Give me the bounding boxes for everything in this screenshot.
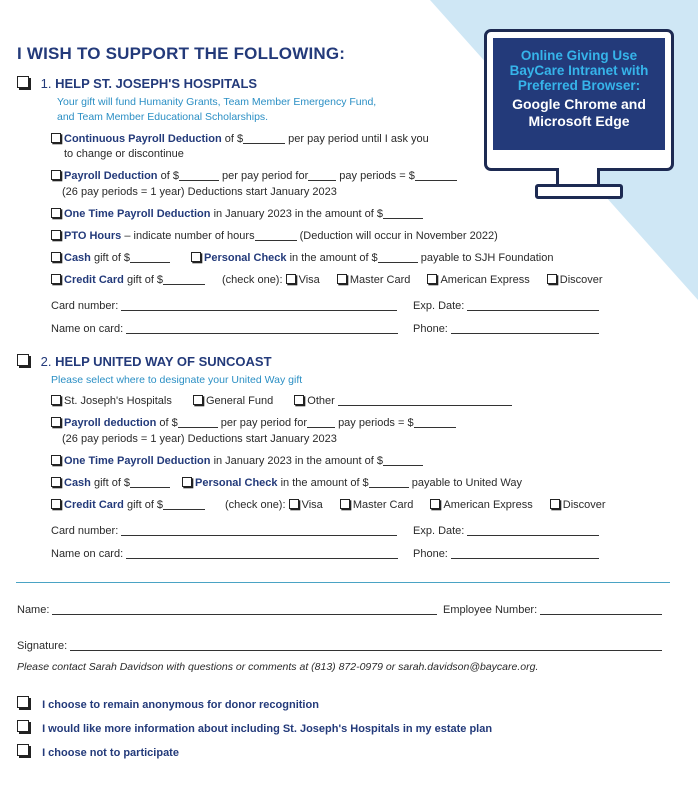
s2-cc-label: Credit Card (64, 499, 124, 511)
s2-cash-checkbox[interactable] (51, 477, 61, 487)
section-1-title: HELP ST. JOSEPH'S HOSPITALS (55, 76, 258, 91)
not-participate-label: I choose not to participate (42, 747, 179, 759)
signature-label: Signature: (17, 640, 68, 652)
s1-cash-label: Cash (64, 252, 91, 264)
signature-row (17, 640, 662, 652)
s1-cpd-amount-field[interactable] (243, 133, 285, 144)
s2-card-number-field[interactable] (121, 525, 397, 536)
name-field[interactable] (52, 604, 437, 615)
s1-check-checkbox[interactable] (191, 252, 201, 262)
s1-payroll-row (51, 170, 457, 182)
s2-phone-field[interactable] (451, 548, 599, 559)
s2-pd-text: of $ (159, 417, 178, 429)
s2-cash-text: gift of $ (93, 477, 131, 489)
s2-otp-text: in January 2023 in the amount of $ (213, 455, 383, 467)
s2-card-number-label: Card number: (51, 525, 119, 537)
s2-designation-row (51, 395, 512, 407)
s1-visa-checkbox[interactable] (286, 274, 296, 284)
s1-cash-amount-field[interactable] (130, 252, 170, 263)
section-1-desc-1: Your gift will fund Humanity Grants, Team Member Emergency Fund, (57, 96, 377, 108)
monitor-line-2: BayCare Intranet with (509, 63, 649, 78)
s1-cpd-label: Continuous Payroll Deduction (64, 133, 222, 145)
monitor-line-5: Microsoft Edge (528, 113, 630, 129)
s1-cash-checkbox[interactable] (51, 252, 61, 262)
s2-mastercard-label: Master Card (352, 499, 414, 511)
anonymous-checkbox[interactable] (17, 696, 29, 708)
estate-info-checkbox[interactable] (17, 720, 29, 732)
s1-name-on-card-field[interactable] (126, 323, 398, 334)
s1-otp-label: One Time Payroll Deduction (64, 208, 211, 220)
s1-pd-text: of $ (160, 170, 179, 182)
s1-pto-label: PTO Hours (64, 230, 122, 242)
monitor-graphic (484, 29, 674, 171)
s2-discover-label: Discover (562, 499, 606, 511)
s2-one-time-checkbox[interactable] (51, 455, 61, 465)
s2-cash-label: Cash (64, 477, 91, 489)
s1-pto-row (51, 230, 498, 242)
s1-check-text2: payable to SJH Foundation (420, 252, 554, 264)
s2-check-row (182, 477, 522, 489)
s1-otp-amount-field[interactable] (383, 208, 423, 219)
s2-general-fund-checkbox[interactable] (193, 395, 203, 405)
s2-card-number-row (51, 525, 397, 537)
s2-payroll-checkbox[interactable] (51, 417, 61, 427)
s1-cpd-text: of $ (224, 133, 244, 145)
s2-pd-total-field[interactable] (414, 417, 456, 428)
anonymous-label: I choose to remain anonymous for donor recognition (42, 699, 319, 711)
s2-other-field[interactable] (338, 395, 512, 406)
s2-credit-checkbox[interactable] (51, 499, 61, 509)
monitor-screen (493, 38, 665, 150)
not-participate-option (17, 744, 179, 759)
s2-check-label: Personal Check (195, 477, 278, 489)
anonymous-option (17, 696, 319, 711)
s1-card-number-label: Card number: (51, 300, 119, 312)
s2-general-fund-label: General Fund (205, 395, 274, 407)
s1-one-time-row (51, 208, 423, 220)
s2-name-on-card-row (51, 548, 398, 560)
s2-otp-label: One Time Payroll Deduction (64, 455, 211, 467)
section-2-number: 2. (40, 354, 52, 369)
estate-info-option (17, 720, 492, 735)
estate-info-label: I would like more information about including St. Joseph's Hospitals in my estate plan (42, 723, 493, 735)
s1-mastercard-label: Master Card (349, 274, 411, 286)
s1-cash-text: gift of $ (93, 252, 131, 264)
s1-cc-text: gift of $ (126, 274, 164, 286)
s2-cash-amount-field[interactable] (130, 477, 170, 488)
s2-one-time-row (51, 455, 423, 467)
s1-pto-text: – indicate number of hours (124, 230, 255, 242)
s2-pd-label: Payroll deduction (64, 417, 157, 429)
s1-phone-field[interactable] (451, 323, 599, 334)
s1-pd-amount-field[interactable] (179, 170, 219, 181)
s1-pto-checkbox[interactable] (51, 230, 61, 240)
s1-continuous-payroll-row (51, 133, 429, 145)
not-participate-checkbox[interactable] (17, 744, 29, 756)
s2-pd-text3: pay periods = $ (338, 417, 414, 429)
s2-exp-row (413, 525, 599, 537)
s1-discover-label: Discover (559, 274, 603, 286)
s2-phone-label: Phone: (413, 548, 448, 560)
s2-otp-amount-field[interactable] (383, 455, 423, 466)
contact-note: Please contact Sarah Davidson with questions or comments at (813) 872-0979 or sarah.davidson@baycare.org. (17, 661, 539, 673)
s1-exp-row (413, 300, 599, 312)
form-title: I WISH TO SUPPORT THE FOLLOWING: (17, 44, 346, 63)
s2-pd-amount-field[interactable] (178, 417, 218, 428)
section-1-number: 1. (40, 76, 52, 91)
s1-mastercard-checkbox[interactable] (337, 274, 347, 284)
s1-cash-row (51, 252, 170, 264)
s1-amex-checkbox[interactable] (427, 274, 437, 284)
s2-phone-row (413, 548, 599, 560)
s2-pd-periods-field[interactable] (307, 417, 335, 428)
name-label: Name: (17, 604, 50, 616)
s2-amex-label: American Express (443, 499, 533, 511)
s2-sjh-label: St. Joseph's Hospitals (64, 395, 172, 407)
section-divider (16, 582, 670, 583)
s2-pd-note: (26 pay periods = 1 year) Deductions start January 2023 (62, 433, 337, 445)
s2-visa-checkbox[interactable] (289, 499, 299, 509)
s2-check-text: in the amount of $ (280, 477, 369, 489)
section-2-desc: Please select where to designate your United Way gift (51, 374, 303, 386)
s1-otp-text: in January 2023 in the amount of $ (213, 208, 383, 220)
s2-check-text2: payable to United Way (411, 477, 522, 489)
s2-card-type-row (225, 499, 606, 511)
s2-name-on-card-label: Name on card: (51, 548, 124, 560)
s1-continuous-payroll-checkbox[interactable] (51, 133, 61, 143)
section-1-checkbox[interactable] (17, 76, 29, 88)
s1-payroll-checkbox[interactable] (51, 170, 61, 180)
s1-pd-text3: pay periods = $ (339, 170, 415, 182)
name-row (17, 604, 437, 616)
s2-other-checkbox[interactable] (294, 395, 304, 405)
s1-cc-label: Credit Card (64, 274, 124, 286)
employee-number-field[interactable] (540, 604, 662, 615)
monitor-line-1: Online Giving Use (520, 48, 638, 63)
s2-exp-field[interactable] (467, 525, 599, 536)
monitor-base (535, 184, 623, 199)
s1-one-time-checkbox[interactable] (51, 208, 61, 218)
employee-number-label: Employee Number: (443, 604, 538, 616)
s1-exp-field[interactable] (467, 300, 599, 311)
s1-amex-label: American Express (440, 274, 530, 286)
s1-discover-checkbox[interactable] (547, 274, 557, 284)
s1-phone-row (413, 323, 599, 335)
s1-cc-checkone: (check one): (222, 274, 283, 286)
s2-credit-row (51, 499, 205, 511)
s1-cpd-text3: to change or discontinue (64, 148, 184, 160)
monitor-line-4: Google Chrome and (512, 96, 646, 112)
s2-mastercard-checkbox[interactable] (340, 499, 350, 509)
s1-cc-amount-field[interactable] (163, 274, 205, 285)
s1-name-on-card-label: Name on card: (51, 323, 124, 335)
s1-check-label: Personal Check (204, 252, 287, 264)
s2-cc-amount-field[interactable] (163, 499, 205, 510)
s1-check-text: in the amount of $ (289, 252, 378, 264)
signature-field[interactable] (70, 640, 662, 651)
s2-cc-text: gift of $ (126, 499, 164, 511)
s1-exp-label: Exp. Date: (413, 300, 465, 312)
section-2-title: HELP UNITED WAY OF SUNCOAST (55, 354, 272, 369)
s1-pd-text2: per pay period for (222, 170, 309, 182)
s1-name-on-card-row (51, 323, 398, 335)
s1-credit-checkbox[interactable] (51, 274, 61, 284)
s2-cc-checkone: (check one): (225, 499, 286, 511)
s2-check-amount-field[interactable] (369, 477, 409, 488)
s2-discover-checkbox[interactable] (550, 499, 560, 509)
s1-card-number-field[interactable] (121, 300, 397, 311)
s1-check-row (191, 252, 553, 264)
s1-card-type-row (222, 274, 603, 286)
s2-pd-text2: per pay period for (220, 417, 307, 429)
s1-visa-label: Visa (298, 274, 320, 286)
s1-cpd-text2: per pay period until I ask you (288, 133, 429, 145)
s2-name-on-card-field[interactable] (126, 548, 398, 559)
s2-other-label: Other (307, 395, 335, 407)
s2-exp-label: Exp. Date: (413, 525, 465, 537)
employee-number-row (443, 604, 662, 616)
s2-sjh-checkbox[interactable] (51, 395, 61, 405)
s1-check-amount-field[interactable] (378, 252, 418, 263)
s1-pd-periods-field[interactable] (308, 170, 336, 181)
section-2-header (17, 354, 272, 369)
section-2-checkbox[interactable] (17, 354, 29, 366)
s1-pto-text2: (Deduction will occur in November 2022) (299, 230, 498, 242)
section-1-header (17, 76, 257, 91)
monitor-line-3: Preferred Browser: (517, 78, 641, 93)
s1-pd-label: Payroll Deduction (64, 170, 158, 182)
s2-cash-row (51, 477, 170, 489)
s1-pd-note: (26 pay periods = 1 year) Deductions start January 2023 (62, 186, 337, 198)
s2-amex-checkbox[interactable] (430, 499, 440, 509)
s1-pd-total-field[interactable] (415, 170, 457, 181)
s2-check-checkbox[interactable] (182, 477, 192, 487)
s1-phone-label: Phone: (413, 323, 448, 335)
section-1-desc-2: and Team Member Educational Scholarships. (57, 111, 269, 123)
s2-visa-label: Visa (301, 499, 323, 511)
s1-card-number-row (51, 300, 397, 312)
s2-payroll-row (51, 417, 456, 429)
s1-pto-hours-field[interactable] (255, 230, 297, 241)
s1-credit-row (51, 274, 205, 286)
